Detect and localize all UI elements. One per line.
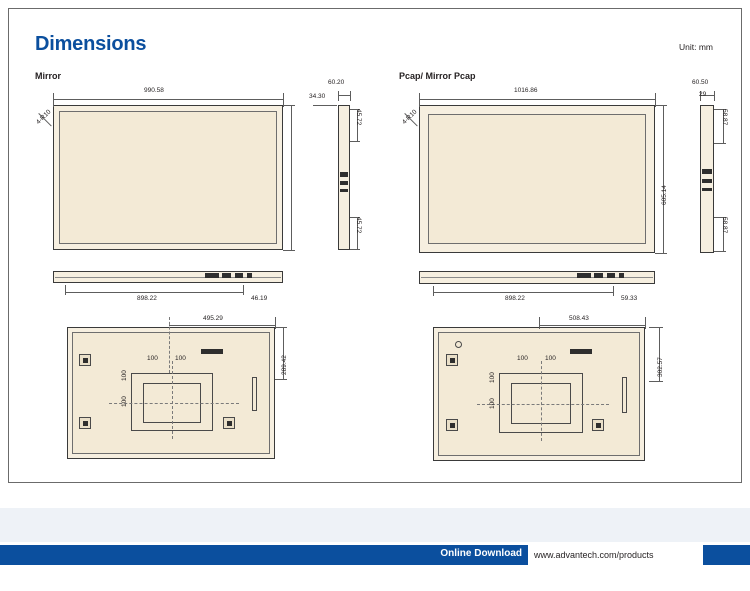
mirror-front-width: 990.58 [144, 87, 164, 94]
mirror-side-left-offset: 34.30 [309, 93, 326, 100]
mirror-rear-pitch-top-right: 100 [175, 355, 186, 362]
mirror-front-screen [59, 111, 277, 244]
mirror-rear-pitch-top-left: 100 [147, 355, 158, 362]
pcap-top-width: 898.22 [505, 295, 525, 302]
section-label-mirror: Mirror [35, 71, 62, 81]
mirror-rear-vesa-height: 289.42 [281, 355, 288, 375]
unit-note: Unit: mm [679, 42, 713, 52]
pcap-rear-pitch-top-left: 100 [517, 355, 528, 362]
pcap-front-screen [428, 114, 646, 244]
drawing-sheet [8, 8, 742, 483]
pcap-side-upper-mount: 58.87 [721, 109, 728, 126]
mirror-top-depth: 46.19 [251, 295, 268, 302]
mirror-side-upper-mount: 45.72 [355, 109, 362, 126]
pcap-rear-pitch-top-right: 100 [545, 355, 556, 362]
pcap-side-lower-mount: 58.87 [721, 217, 728, 234]
pcap-top-depth: 59.33 [621, 295, 638, 302]
pcap-rear-vesa-height: 302.57 [657, 357, 664, 377]
pcap-front-width: 1016.86 [514, 87, 538, 94]
footer-url-link[interactable]: www.advantech.com/products [528, 545, 703, 565]
pcap-front-corner-note: 4-R10 [401, 108, 419, 126]
mirror-rear-vesa-width: 495.29 [203, 315, 223, 322]
mirror-side-top-width: 60.20 [328, 79, 345, 86]
pcap-rear-pitch-side-lower: 100 [489, 398, 496, 409]
mirror-side-lower-mount: 45.72 [355, 217, 362, 234]
footer-band [0, 508, 750, 542]
pcap-rear-vesa-width: 508.43 [569, 315, 589, 322]
pcap-side-top-width: 60.50 [692, 79, 709, 86]
mirror-front-corner-note: 4-R10 [35, 108, 53, 126]
page-title: Dimensions [35, 33, 147, 55]
mirror-top-width: 898.22 [137, 295, 157, 302]
mirror-side-body [338, 105, 350, 250]
pcap-front-height: 605.14 [661, 185, 668, 205]
pcap-rear-pitch-side-upper: 100 [489, 372, 496, 383]
online-download-label: Online Download [440, 548, 522, 559]
pcap-side-inner-width: 29 [699, 91, 707, 98]
section-label-pcap: Pcap/ Mirror Pcap [399, 71, 476, 81]
mirror-rear-pitch-side-lower: 100 [121, 396, 128, 407]
mirror-rear-pitch-side-upper: 100 [121, 370, 128, 381]
